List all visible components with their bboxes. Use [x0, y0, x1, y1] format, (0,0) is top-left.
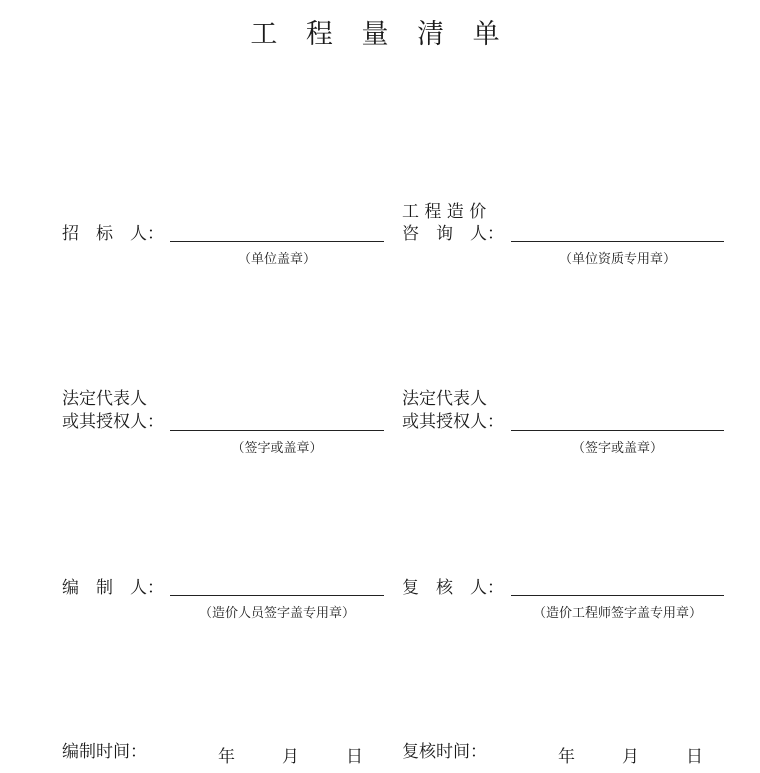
cost-consultant-label-top: 工 程 造 价	[402, 202, 487, 222]
legal-rep-left-line2: 或其授权人：	[62, 412, 164, 432]
document-title: 工 程 量 清 单	[250, 19, 510, 50]
compiler-note: （造价人员签字盖专用章）	[198, 606, 355, 621]
tenderer-note: （单位盖章）	[237, 252, 316, 267]
reviewer-label: 复 核 人：	[402, 578, 504, 598]
legal-rep-left-note: （签字或盖章）	[231, 441, 323, 456]
tenderer-label: 招 标 人：	[62, 224, 164, 244]
legal-rep-right-signature-line[interactable]	[511, 430, 724, 431]
cost-consultant-label: 咨 询 人：	[402, 224, 504, 244]
cost-consultant-note: （单位资质专用章）	[558, 252, 676, 267]
review-day: 日	[686, 747, 703, 767]
compiler-signature-line[interactable]	[170, 595, 384, 596]
compiler-label: 编 制 人：	[62, 578, 164, 598]
compile-year: 年	[218, 747, 235, 767]
legal-rep-right-line1: 法定代表人	[402, 389, 487, 409]
compile-month: 月	[282, 747, 299, 767]
review-date-label: 复核时间：	[402, 742, 487, 762]
compile-date-label: 编制时间：	[62, 742, 147, 762]
compile-day: 日	[346, 747, 363, 767]
tenderer-signature-line[interactable]	[170, 241, 384, 242]
legal-rep-right-line2: 或其授权人：	[402, 412, 504, 432]
legal-rep-left-line1: 法定代表人	[62, 389, 147, 409]
reviewer-signature-line[interactable]	[511, 595, 724, 596]
review-year: 年	[558, 747, 575, 767]
cost-consultant-signature-line[interactable]	[511, 241, 724, 242]
review-month: 月	[622, 747, 639, 767]
legal-rep-right-note: （签字或盖章）	[571, 441, 663, 456]
legal-rep-left-signature-line[interactable]	[170, 430, 384, 431]
reviewer-note: （造价工程师签字盖专用章）	[532, 606, 702, 621]
